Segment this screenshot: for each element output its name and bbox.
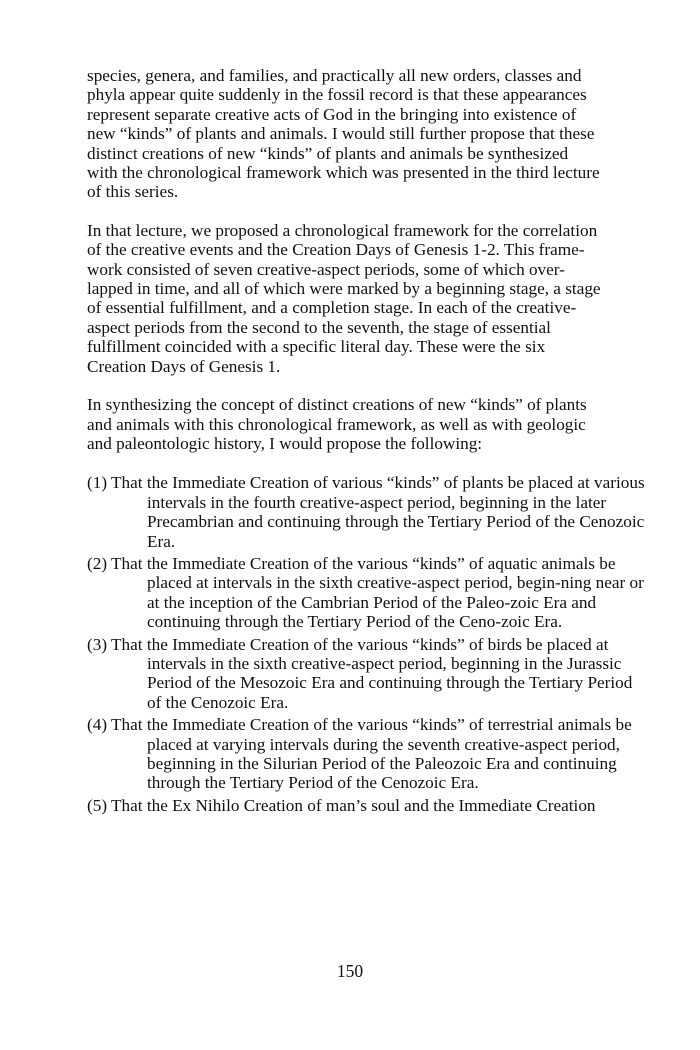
list-item-text: That the Ex Nihilo Creation of man’s soul and the Immediate Creation	[111, 795, 596, 815]
list-item-text: That the Immediate Creation of the various “kinds” of aquatic animals be placed at intervals in the sixth creative-aspect period, begin-ning near or at the inception of the Cambrian Period of the Paleo-zoic Era and continuing through the Tertiary Period of the Ceno-zoic Era.	[111, 553, 644, 632]
list-item	[87, 796, 647, 815]
list-item	[87, 635, 647, 713]
paragraph-2: In that lecture, we proposed a chronological framework for the correlation of the creative events and the Creation Days of Genesis 1-2. This frame- work consisted of seven creative-aspect periods, some of which over- lapped in time, and all of which were marked by a beginning stage, a stage of essential fulfillment, and a completion stage. In each of the creative- aspect periods from the second to the seventh, the stage of essential fulfillment coincided with a specific literal day. These were the six Creation Days of Genesis 1.	[87, 220, 601, 376]
page-body	[87, 66, 647, 818]
list-item-number: (2)	[87, 553, 108, 573]
list-item	[87, 554, 647, 632]
list-item	[87, 715, 647, 793]
list-item-number: (4)	[87, 715, 108, 735]
list-item-number: (5)	[87, 795, 108, 815]
list-item	[87, 473, 647, 551]
proposal-list	[87, 473, 647, 815]
paragraph-1: species, genera, and families, and practically all new orders, classes and phyla appear quite suddenly in the fossil record is that these appearances represent separate creative acts of God in the bringing into existence of new “kinds” of plants and animals. I would still further propose that these distinct creations of new “kinds” of plants and animals be synthesized with the chronological framework which was presented in the third lecture of this series.	[87, 66, 600, 202]
list-item-text: That the Immediate Creation of various “kinds” of plants be placed at various intervals in the fourth creative-aspect period, beginning in the later Precambrian and continuing through the Tertiary Period of the Cenozoic Era.	[111, 473, 645, 551]
list-item-text: That the Immediate Creation of the various “kinds” of terrestrial animals be placed at varying intervals during the seventh creative-aspect period, beginning in the Silurian Period of the Paleozoic Era and continuing through the Tertiary Period of the Cenozoic Era.	[111, 715, 632, 793]
list-item-text: That the Immediate Creation of the various “kinds” of birds be placed at intervals in the sixth creative-aspect period, beginning in the Jurassic Period of the Mesozoic Era and continuing through the Tertiary Period of the Cenozoic Era.	[111, 634, 633, 712]
list-item-number: (1)	[87, 473, 108, 493]
list-item-number: (3)	[87, 634, 108, 654]
page-number: 150	[336, 961, 364, 981]
paragraph-3: In synthesizing the concept of distinct creations of new “kinds” of plants and animals with this chronological framework, as well as with geologic and paleontologic history, I would propose the following:	[87, 395, 587, 453]
